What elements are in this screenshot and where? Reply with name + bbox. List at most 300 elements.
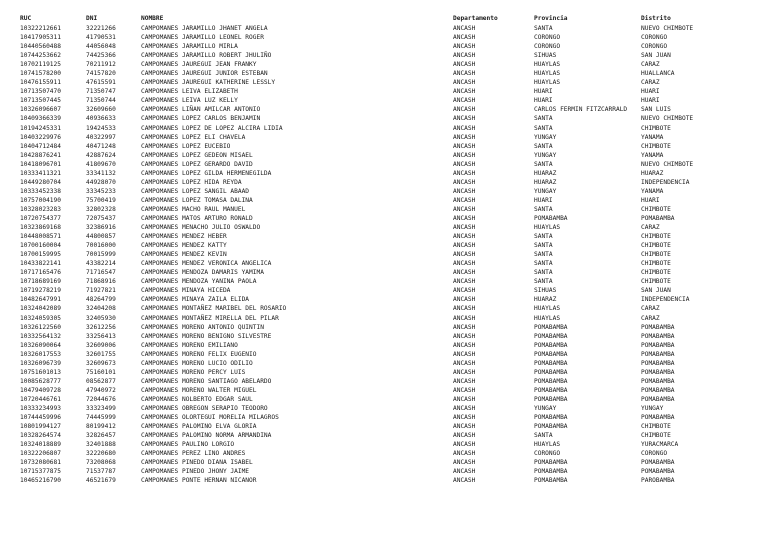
cell-provincia: POMABAMBA [534,368,568,376]
cell-ruc: 10433822141 [20,260,61,268]
cell-ruc: 10418096701 [20,160,61,168]
cell-dni: 72044676 [86,395,116,403]
cell-departamento: ANCASH [453,133,476,141]
table-row [20,341,751,350]
cell-ruc: 10479409728 [20,386,61,394]
cell-dni: 32802328 [86,205,116,213]
cell-provincia: SANTA [534,115,553,123]
cell-distrito: POMABAMBA [641,459,675,467]
cell-provincia: POMABAMBA [534,323,568,331]
header-dni: DNI [86,15,98,22]
cell-dni: 74445999 [86,414,116,422]
table-row [20,42,751,51]
cell-ruc: 10417905311 [20,34,61,42]
table-row [20,295,751,304]
cell-ruc: 10757004190 [20,196,61,204]
cell-ruc: 10324018889 [20,441,61,449]
cell-dni: 32601755 [86,350,116,358]
cell-departamento: ANCASH [453,34,476,42]
cell-distrito: CHIMBOTE [641,251,671,259]
cell-ruc: 10720754377 [20,214,61,222]
cell-distrito: HUARI [641,97,660,105]
cell-dni: 43382214 [86,260,116,268]
cell-nombre: CAMPOMANES LOPEZ TOMASA DALINA [141,196,253,204]
table-row [20,196,751,205]
cell-dni: 44056048 [86,43,116,51]
cell-departamento: ANCASH [453,97,476,105]
cell-ruc: 10476155911 [20,79,61,87]
cell-nombre: CAMPOMANES PINEDO JHONY JAIME [141,468,250,476]
cell-provincia: YUNGAY [534,187,557,195]
cell-distrito: CARAZ [641,61,660,69]
cell-ruc: 10713507445 [20,97,61,105]
cell-ruc: 10409366339 [20,115,61,123]
cell-ruc: 10741578200 [20,70,61,78]
cell-provincia: YUNGAY [534,133,557,141]
cell-dni: 72075437 [86,214,116,222]
cell-distrito: POMABAMBA [641,323,675,331]
table-row [20,232,751,241]
cell-nombre: CAMPOMANES LOPEZ DE LOPEZ ALCIRA LIDIA [141,124,283,132]
table-row [20,304,751,313]
cell-departamento: ANCASH [453,205,476,213]
cell-distrito: POMABAMBA [641,350,675,358]
cell-ruc: 10751601013 [20,368,61,376]
cell-departamento: ANCASH [453,124,476,132]
cell-ruc: 10328023283 [20,205,61,213]
cell-nombre: CAMPOMANES LEIVA LUZ KELLY [141,97,238,105]
cell-distrito: POMABAMBA [641,214,675,222]
cell-dni: 33256413 [86,332,116,340]
cell-ruc: 10732080681 [20,459,61,467]
cell-dni: 08562877 [86,377,116,385]
table-row [20,422,751,431]
cell-dni: 32221266 [86,25,116,32]
cell-departamento: ANCASH [453,441,476,449]
cell-ruc: 10326096739 [20,359,61,367]
cell-distrito: INDEPENDENCIA [641,296,690,304]
cell-provincia: HUARI [534,97,553,105]
cell-dni: 19424533 [86,124,116,132]
table-header [20,14,751,24]
cell-ruc: 10448008571 [20,233,61,241]
cell-nombre: CAMPOMANES PALOMINO NORMA ARMANDINA [141,432,272,440]
cell-ruc: 10326017553 [20,350,61,358]
cell-nombre: CAMPOMANES MORENO SANTIAGO ABELARDO [141,377,272,385]
cell-ruc: 10323869168 [20,224,61,232]
cell-distrito: CARAZ [641,224,660,232]
cell-distrito: SAN JUAN [641,52,671,60]
cell-ruc: 10744253662 [20,52,61,60]
cell-provincia: SANTA [534,251,553,259]
table-row [20,350,751,359]
cell-distrito: POMABAMBA [641,368,675,376]
cell-distrito: POMABAMBA [641,386,675,394]
table-row [20,169,751,178]
cell-ruc: 10718689169 [20,278,61,286]
cell-departamento: ANCASH [453,432,476,440]
cell-ruc: 10700159995 [20,251,61,259]
cell-dni: 74425366 [86,52,116,60]
cell-departamento: ANCASH [453,79,476,87]
cell-dni: 70015999 [86,251,116,259]
cell-nombre: CAMPOMANES MORENO LUCIO ODILIO [141,359,253,367]
cell-nombre: CAMPOMANES MORENO ANTONIO QUINTIN [141,323,264,331]
cell-ruc: 10801994127 [20,423,61,431]
cell-provincia: HUAYLAS [534,79,561,87]
cell-provincia: CARLOS FERMIN FITZCARRALD [534,106,628,114]
cell-provincia: CORONGO [534,43,561,51]
cell-departamento: ANCASH [453,25,476,32]
cell-provincia: POMABAMBA [534,386,568,394]
cell-nombre: CAMPOMANES MORENO WALTER MIGUEL [141,386,257,394]
table-row [20,96,751,105]
cell-provincia: SANTA [534,260,553,268]
cell-departamento: ANCASH [453,386,476,394]
cell-departamento: ANCASH [453,169,476,177]
cell-provincia: POMABAMBA [534,459,568,467]
cell-ruc: 10713507470 [20,88,61,96]
cell-nombre: CAMPOMANES MINAYA HICEDA [141,287,231,295]
cell-distrito: YANAMA [641,133,664,141]
cell-ruc: 10715377875 [20,468,61,476]
cell-dni: 44800857 [86,233,116,241]
cell-departamento: ANCASH [453,423,476,431]
cell-ruc: 10324059305 [20,314,61,322]
table-row [20,87,751,96]
cell-nombre: CAMPOMANES JAUREGUI JUNIOR ESTEBAN [141,70,268,78]
cell-nombre: CAMPOMANES LEIVA ELIZABETH [141,88,238,96]
cell-departamento: ANCASH [453,341,476,349]
cell-nombre: CAMPOMANES PINEDO DIANA ISABEL [141,459,253,467]
ruc-table [20,14,751,485]
cell-dni: 33323499 [86,404,116,412]
table-row [20,458,751,467]
cell-departamento: ANCASH [453,242,476,250]
cell-departamento: ANCASH [453,377,476,385]
cell-distrito: YURACMARCA [641,441,679,449]
table-row [20,133,751,142]
cell-nombre: CAMPOMANES JARAMILLO MIRLA [141,43,238,51]
cell-departamento: ANCASH [453,287,476,295]
cell-dni: 32609673 [86,359,116,367]
table-row [20,268,751,277]
cell-nombre: CAMPOMANES LOPEZ GERARDO DAVID [141,160,253,168]
cell-ruc: 10744459996 [20,414,61,422]
header-departamento: Departamento [453,15,498,22]
cell-distrito: CORONGO [641,34,668,42]
cell-provincia: HUAYLAS [534,441,561,449]
cell-ruc: 10326090064 [20,341,61,349]
cell-dni: 71537787 [86,468,116,476]
cell-distrito: HUARAZ [641,169,664,177]
cell-departamento: ANCASH [453,305,476,313]
cell-distrito: NUEVO CHIMBOTE [641,25,694,32]
table-row [20,78,751,87]
cell-distrito: YANAMA [641,187,664,195]
cell-distrito: CHIMBOTE [641,269,671,277]
cell-departamento: ANCASH [453,52,476,60]
cell-provincia: POMABAMBA [534,359,568,367]
cell-nombre: CAMPOMANES JARAMILLO JHANET ANGELA [141,25,268,32]
cell-dni: 71927821 [86,287,116,295]
cell-ruc: 10333411321 [20,169,61,177]
cell-provincia: HUARAZ [534,169,557,177]
cell-departamento: ANCASH [453,450,476,458]
cell-provincia: CORONGO [534,450,561,458]
cell-nombre: CAMPOMANES MENDEZ HEBER [141,233,227,241]
cell-departamento: ANCASH [453,251,476,259]
cell-departamento: ANCASH [453,142,476,150]
header-distrito: Distrito [641,15,671,22]
cell-provincia: POMABAMBA [534,395,568,403]
cell-departamento: ANCASH [453,368,476,376]
cell-nombre: CAMPOMANES MONTAÑEZ MARIBEL DEL ROSARIO [141,305,287,313]
cell-ruc: 10322206807 [20,450,61,458]
cell-departamento: ANCASH [453,296,476,304]
cell-distrito: HUARI [641,196,660,204]
table-row [20,214,751,223]
cell-dni: 74157820 [86,70,116,78]
cell-departamento: ANCASH [453,269,476,277]
cell-dni: 33341132 [86,169,116,177]
cell-departamento: ANCASH [453,43,476,51]
cell-distrito: POMABAMBA [641,341,675,349]
cell-distrito: CHIMBOTE [641,423,671,431]
cell-ruc: 10700160004 [20,242,61,250]
cell-distrito: YUNGAY [641,404,664,412]
cell-distrito: POMABAMBA [641,468,675,476]
cell-provincia: SANTA [534,124,553,132]
cell-nombre: CAMPOMANES LIÑAN AMILCAR ANTONIO [141,106,261,114]
cell-departamento: ANCASH [453,224,476,232]
cell-distrito: NUEVO CHIMBOTE [641,160,694,168]
cell-ruc: 10332564132 [20,332,61,340]
cell-nombre: CAMPOMANES MACHO RAUL MANUEL [141,205,246,213]
cell-nombre: CAMPOMANES NOLBERTO EDGAR SAUL [141,395,253,403]
cell-dni: 71868916 [86,278,116,286]
cell-departamento: ANCASH [453,88,476,96]
header-nombre: NOMBRE [141,15,164,22]
cell-departamento: ANCASH [453,477,476,485]
cell-provincia: POMABAMBA [534,414,568,422]
cell-nombre: CAMPOMANES LOPEZ ELI CHAVELA [141,133,246,141]
cell-ruc: 10403229976 [20,133,61,141]
cell-nombre: CAMPOMANES MORENO PERCY LUIS [141,368,246,376]
cell-distrito: CHIMBOTE [641,260,671,268]
cell-nombre: CAMPOMANES MORENO EMILIANO [141,341,238,349]
cell-dni: 48264799 [86,296,116,304]
table-row [20,277,751,286]
cell-dni: 40471248 [86,142,116,150]
cell-departamento: ANCASH [453,196,476,204]
cell-distrito: CORONGO [641,43,668,51]
cell-provincia: POMABAMBA [534,477,568,485]
table-row [20,205,751,214]
cell-departamento: ANCASH [453,314,476,322]
cell-distrito: CHIMBOTE [641,233,671,241]
cell-nombre: CAMPOMANES MENDEZ KEVIN [141,251,227,259]
cell-distrito: CHIMBOTE [641,278,671,286]
table-row [20,178,751,187]
cell-departamento: ANCASH [453,395,476,403]
cell-provincia: HUAYLAS [534,70,561,78]
cell-provincia: CORONGO [534,34,561,42]
cell-dni: 70016000 [86,242,116,250]
cell-provincia: POMABAMBA [534,332,568,340]
table-row [20,476,751,485]
cell-nombre: CAMPOMANES LOPEZ GEDEON MISAEL [141,151,253,159]
cell-ruc: 10449280704 [20,178,61,186]
cell-provincia: POMABAMBA [534,423,568,431]
cell-ruc: 10440560488 [20,43,61,51]
cell-departamento: ANCASH [453,359,476,367]
cell-dni: 32609006 [86,341,116,349]
table-row [20,114,751,123]
cell-ruc: 10324042089 [20,305,61,313]
cell-dni: 71716547 [86,269,116,277]
cell-ruc: 10326096607 [20,106,61,114]
cell-departamento: ANCASH [453,468,476,476]
cell-departamento: ANCASH [453,459,476,467]
cell-nombre: CAMPOMANES LOPEZ HIDA REYDA [141,178,242,186]
cell-dni: 32405930 [86,314,116,322]
cell-nombre: CAMPOMANES LOPEZ SANGIL ABAAD [141,187,250,195]
cell-dni: 46521679 [86,477,116,485]
cell-departamento: ANCASH [453,115,476,123]
cell-distrito: NUEVO CHIMBOTE [641,115,694,123]
cell-distrito: CARAZ [641,79,660,87]
table-row [20,223,751,232]
cell-distrito: POMABAMBA [641,414,675,422]
cell-dni: 73208068 [86,459,116,467]
cell-nombre: CAMPOMANES JARAMILLO ROBERT JHULIÑO [141,52,272,60]
table-row [20,467,751,476]
cell-distrito: CARAZ [641,314,660,322]
cell-provincia: HUARAZ [534,178,557,186]
cell-nombre: CAMPOMANES MENDEZ KATTY [141,242,227,250]
table-row [20,160,751,169]
cell-dni: 32826457 [86,432,116,440]
cell-distrito: SAN JUAN [641,287,671,295]
cell-ruc: 10326122560 [20,323,61,331]
cell-dni: 41809670 [86,160,116,168]
cell-departamento: ANCASH [453,178,476,186]
cell-provincia: SANTA [534,142,553,150]
cell-dni: 80199412 [86,423,116,431]
cell-nombre: CAMPOMANES JAUREGUI KATHERINE LESSLY [141,79,276,87]
cell-departamento: ANCASH [453,278,476,286]
cell-ruc: 10085628777 [20,377,61,385]
cell-distrito: HUALLANCA [641,70,675,78]
cell-ruc: 10428876241 [20,151,61,159]
cell-ruc: 10333234993 [20,404,61,412]
cell-dni: 40322997 [86,133,116,141]
table-row [20,314,751,323]
cell-departamento: ANCASH [453,187,476,195]
cell-distrito: CHIMBOTE [641,142,671,150]
cell-ruc: 10717165476 [20,269,61,277]
cell-nombre: CAMPOMANES LOPEZ CARLOS BENJAMIN [141,115,261,123]
cell-departamento: ANCASH [453,106,476,114]
cell-dni: 32612256 [86,323,116,331]
cell-dni: 75700419 [86,196,116,204]
cell-ruc: 10482647991 [20,296,61,304]
cell-dni: 32401888 [86,441,116,449]
cell-nombre: CAMPOMANES OLORTEGUI MORELIA MILAGROS [141,414,279,422]
cell-provincia: SANTA [534,205,553,213]
cell-provincia: HUAYLAS [534,305,561,313]
cell-provincia: POMABAMBA [534,341,568,349]
cell-nombre: CAMPOMANES MORENO BENIGNO SILVESTRE [141,332,272,340]
header-provincia: Provincia [534,15,568,22]
cell-nombre: CAMPOMANES LOPEZ EUCEBIO [141,142,231,150]
cell-dni: 32609660 [86,106,116,114]
cell-ruc: 10404712484 [20,142,61,150]
cell-distrito: CHIMBOTE [641,124,671,132]
cell-nombre: CAMPOMANES MATOS ARTURO RONALD [141,214,253,222]
cell-provincia: HUAYLAS [534,224,561,232]
table-row [20,51,751,60]
cell-ruc: 10322212661 [20,25,61,32]
cell-distrito: POMABAMBA [641,395,675,403]
cell-ruc: 10194245331 [20,124,61,132]
table-row [20,395,751,404]
table-row [20,24,751,33]
cell-distrito: PAROBAMBA [641,477,675,485]
cell-provincia: HUARI [534,88,553,96]
table-row [20,142,751,151]
cell-departamento: ANCASH [453,323,476,331]
cell-nombre: CAMPOMANES PONTE HERNAN NICANOR [141,477,257,485]
cell-ruc: 10465216790 [20,477,61,485]
cell-dni: 40936633 [86,115,116,123]
cell-distrito: YANAMA [641,151,664,159]
table-row [20,60,751,69]
table-row [20,413,751,422]
cell-dni: 33345233 [86,187,116,195]
cell-distrito: POMABAMBA [641,377,675,385]
cell-provincia: HUARI [534,196,553,204]
cell-distrito: POMABAMBA [641,332,675,340]
cell-distrito: INDEPENDENCIA [641,178,690,186]
header-row [20,14,751,24]
table-row [20,404,751,413]
table-row [20,359,751,368]
cell-nombre: CAMPOMANES MORENO FELIX EUGENIO [141,350,257,358]
cell-distrito: SAN LUIS [641,106,671,114]
cell-provincia: YUNGAY [534,151,557,159]
cell-provincia: POMABAMBA [534,214,568,222]
cell-nombre: CAMPOMANES JARAMILLO LEONEL ROGER [141,34,264,42]
cell-departamento: ANCASH [453,151,476,159]
cell-provincia: YUNGAY [534,404,557,412]
cell-departamento: ANCASH [453,332,476,340]
cell-departamento: ANCASH [453,260,476,268]
cell-provincia: SANTA [534,25,553,32]
cell-departamento: ANCASH [453,160,476,168]
cell-provincia: HUAYLAS [534,61,561,69]
table-row [20,187,751,196]
cell-dni: 41790531 [86,34,116,42]
cell-distrito: CHIMBOTE [641,432,671,440]
cell-nombre: CAMPOMANES MENACHO JULIO OSWALDO [141,224,261,232]
table-row [20,124,751,133]
cell-provincia: SANTA [534,160,553,168]
cell-departamento: ANCASH [453,404,476,412]
cell-nombre: CAMPOMANES MENDOZA YANINA PAOLA [141,278,257,286]
table-body [20,24,751,485]
